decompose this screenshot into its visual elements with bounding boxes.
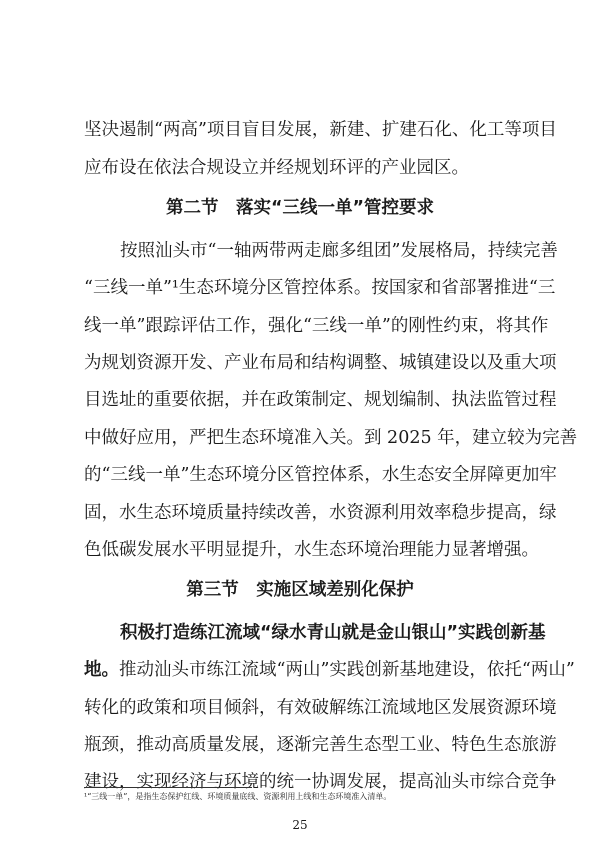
body-line bbox=[0, 459, 600, 491]
body-text: 固，水生态环境质量持续改善，水资源利用效率稳步提高，绿 bbox=[84, 503, 557, 523]
body-text: 瓶颈，推动高质量发展，逐渐完善生态型工业、特色生态旅游 bbox=[84, 735, 557, 755]
body-line bbox=[0, 384, 600, 416]
footnote-rule bbox=[84, 787, 252, 788]
body-line bbox=[0, 235, 600, 267]
body-text: 的“三线一单”生态环境分区管控体系，水生态安全屏障更加牢 bbox=[84, 465, 557, 485]
body-line bbox=[0, 114, 600, 146]
body-line bbox=[0, 617, 600, 649]
body-line bbox=[0, 152, 600, 184]
footnote: ¹“三线一单”，是指生态保护红线、环境质量底线、资源利用上线和生态环境准入清单。 bbox=[84, 792, 392, 801]
body-line bbox=[0, 534, 600, 566]
body-text: 转化的政策和项目倾斜，有效破解练江流域地区发展资源环境 bbox=[84, 698, 557, 718]
body-text: “三线一单”¹生态环境分区管控体系。按国家和省部署推进“三 bbox=[84, 278, 556, 298]
body-line bbox=[0, 654, 600, 686]
page-number: 25 bbox=[292, 818, 308, 832]
body-line bbox=[0, 422, 600, 454]
body-line bbox=[0, 272, 600, 304]
body-line bbox=[0, 729, 600, 761]
body-line bbox=[0, 692, 600, 724]
body-text: 为规划资源开发、产业布局和结构调整、城镇建设以及重大项 bbox=[84, 353, 557, 373]
body-text: 坚决遏制“两高”项目盲目发展，新建、扩建石化、化工等项目 bbox=[84, 120, 557, 140]
body-line bbox=[0, 497, 600, 529]
body-line bbox=[0, 347, 600, 379]
body-text: 目选址的重要依据，并在政策制定、规划编制、执法监管过程 bbox=[84, 390, 557, 410]
body-text: 按照汕头市“一轴两带两走廊多组团”发展格局，持续完善 bbox=[120, 241, 558, 261]
section-heading: 第二节 落实“三线一单”管控要求 bbox=[165, 198, 434, 218]
bold-lead-text: 地。 bbox=[84, 660, 119, 680]
body-text: 应布设在依法合规设立并经规划环评的产业园区。 bbox=[84, 158, 469, 178]
body-line bbox=[0, 310, 600, 342]
body-text: 中做好应用，严把生态环境准入关。到 2025 年，建立较为完善 bbox=[84, 428, 578, 448]
bold-lead-text: 积极打造练江流域“绿水青山就是金山银山”实践创新基 bbox=[120, 623, 546, 643]
body-text: 建设，实现经济与环境的统一协调发展，提高汕头市综合竞争 bbox=[84, 772, 557, 792]
body-text: 色低碳发展水平明显提升，水生态环境治理能力显著增强。 bbox=[84, 540, 539, 560]
section-heading: 第三节 实施区域差别化保护 bbox=[186, 580, 414, 600]
body-text: 线一单”跟踪评估工作，强化“三线一单”的刚性约束，将其作 bbox=[84, 316, 549, 336]
body-text: 推动汕头市练江流域“两山”实践创新基地建设，依托“两山” bbox=[119, 660, 575, 680]
